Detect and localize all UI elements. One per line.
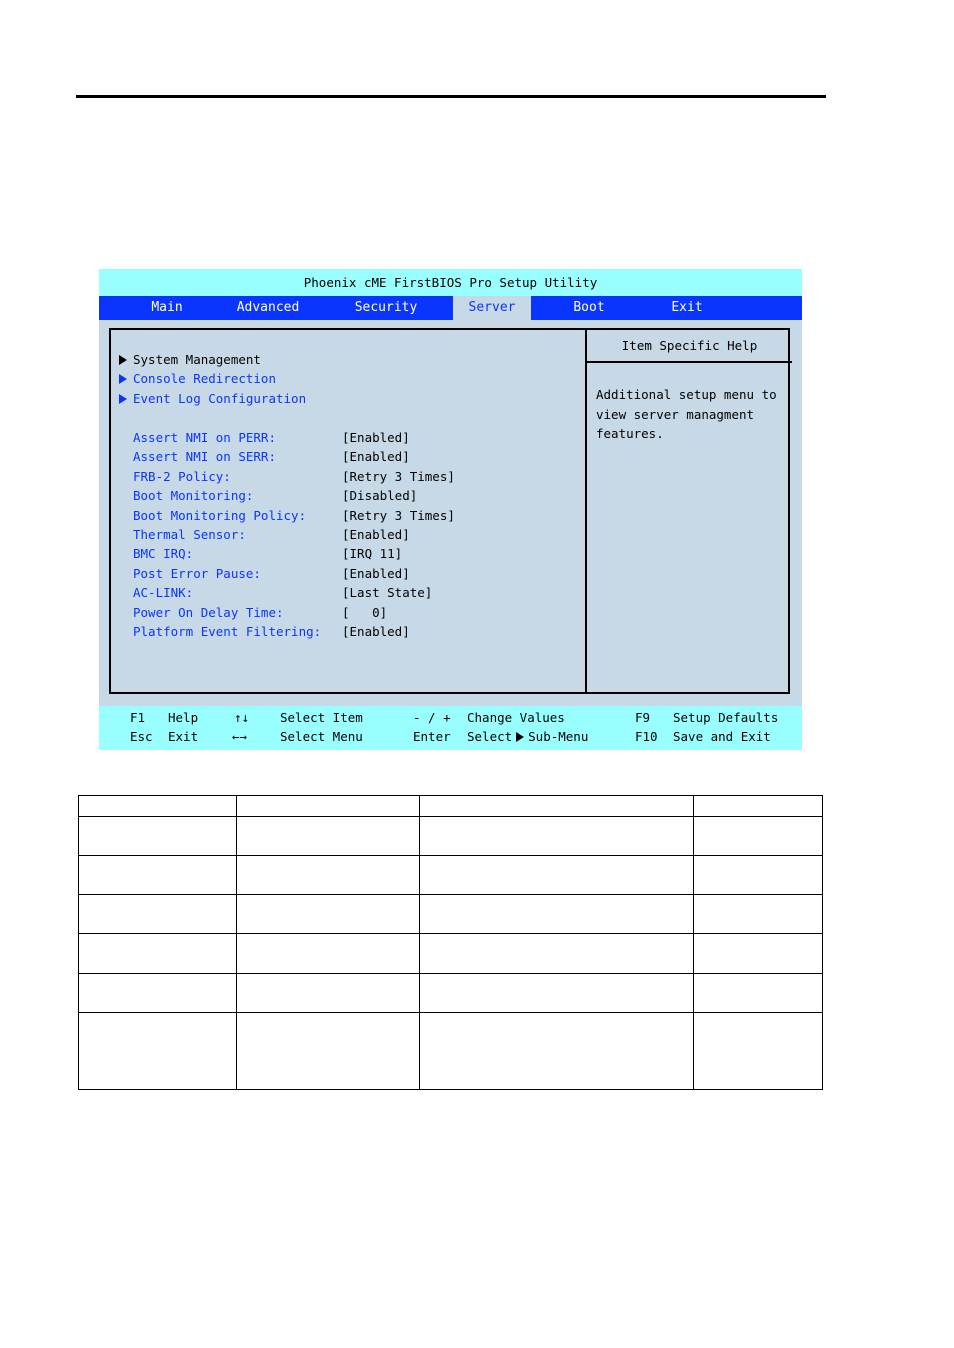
up-down-arrows-icon: ↑↓ [234,710,250,725]
tab-main[interactable]: Main [151,300,183,315]
setting-label-platform-event-filtering[interactable]: Platform Event Filtering: [133,624,322,639]
table-row [79,796,823,817]
table-row [79,856,823,895]
setting-label-boot-monitoring-policy[interactable]: Boot Monitoring Policy: [133,508,307,523]
tab-server[interactable]: Server [453,296,531,320]
setting-label-frb2-policy[interactable]: FRB-2 Policy: [133,469,231,484]
submenu-label: Event Log Configuration [133,391,307,406]
tab-security[interactable]: Security [354,300,418,315]
submenu-arrow-icon [119,355,127,365]
setting-label-assert-nmi-perr[interactable]: Assert NMI on PERR: [133,430,276,445]
setting-value-frb2-policy[interactable]: [Retry 3 Times] [342,469,455,484]
table-row [79,974,823,1013]
key-f1-action: Help [168,710,199,725]
submenu-system-management[interactable] [119,351,261,369]
key-updown-action: Select Item [280,710,363,725]
page-header-rule [76,95,826,98]
key-plusminus-action: Change Values [467,710,565,725]
submenu-label: Console Redirection [133,371,276,386]
help-text: Additional setup menu to view server managment features. [596,387,777,441]
key-enter-action [467,728,588,746]
setting-label-power-on-delay-time[interactable]: Power On Delay Time: [133,605,284,620]
submenu-label: System Management [133,352,261,367]
key-enter: Enter [413,729,451,744]
tab-boot[interactable]: Boot [573,300,605,315]
key-legend-bar [99,706,802,750]
help-separator [587,361,792,363]
setting-label-boot-monitoring[interactable]: Boot Monitoring: [133,488,254,503]
setting-value-boot-monitoring-policy[interactable]: [Retry 3 Times] [342,508,455,523]
settings-panel [109,328,790,694]
submenu-arrow-icon [119,394,127,404]
setting-value-bmc-irq[interactable]: [IRQ 11] [342,546,403,561]
submenu-event-log-configuration[interactable] [119,390,306,408]
setting-label-ac-link[interactable]: AC-LINK: [133,585,194,600]
setting-value-assert-nmi-perr[interactable]: [Enabled] [342,430,410,445]
key-f9: F9 [635,710,651,725]
setting-label-bmc-irq[interactable]: BMC IRQ: [133,546,194,561]
table-row [79,895,823,934]
setting-value-ac-link[interactable]: [Last State] [342,585,433,600]
key-enter-action-select: Select [467,729,513,744]
setting-value-platform-event-filtering[interactable]: [Enabled] [342,624,410,639]
key-leftright-action: Select Menu [280,729,363,744]
setting-value-assert-nmi-serr[interactable]: [Enabled] [342,449,410,464]
key-f1: F1 [130,710,146,725]
settings-table [78,795,823,1090]
key-f9-action: Setup Defaults [673,710,779,725]
bios-title: Phoenix cME FirstBIOS Pro Setup Utility [99,269,802,296]
setting-value-power-on-delay-time[interactable]: [ 0] [342,605,388,620]
tab-exit[interactable]: Exit [671,300,703,315]
submenu-arrow-icon [516,732,524,742]
setting-label-thermal-sensor[interactable]: Thermal Sensor: [133,527,246,542]
submenu-console-redirection[interactable] [119,370,276,388]
key-f10: F10 [635,729,658,744]
help-heading: Item Specific Help [621,338,758,353]
table-row [79,817,823,856]
setting-label-assert-nmi-serr[interactable]: Assert NMI on SERR: [133,449,276,464]
key-plusminus: - / + [413,710,451,725]
bios-menu-bar [99,296,802,320]
setting-value-thermal-sensor[interactable]: [Enabled] [342,527,410,542]
key-esc-action: Exit [168,729,199,744]
setting-label-post-error-pause[interactable]: Post Error Pause: [133,566,261,581]
tab-advanced[interactable]: Advanced [236,300,300,315]
bios-setup-screen [99,269,802,750]
key-f10-action: Save and Exit [673,729,771,744]
setting-value-boot-monitoring[interactable]: [Disabled] [342,488,418,503]
submenu-arrow-icon [119,374,127,384]
key-esc: Esc [130,729,153,744]
setting-value-post-error-pause[interactable]: [Enabled] [342,566,410,581]
left-right-arrows-icon: ←→ [232,729,248,744]
table-row [79,1013,823,1090]
key-enter-action-submenu: Sub-Menu [528,729,589,744]
table-row [79,934,823,974]
panel-divider [585,330,587,692]
